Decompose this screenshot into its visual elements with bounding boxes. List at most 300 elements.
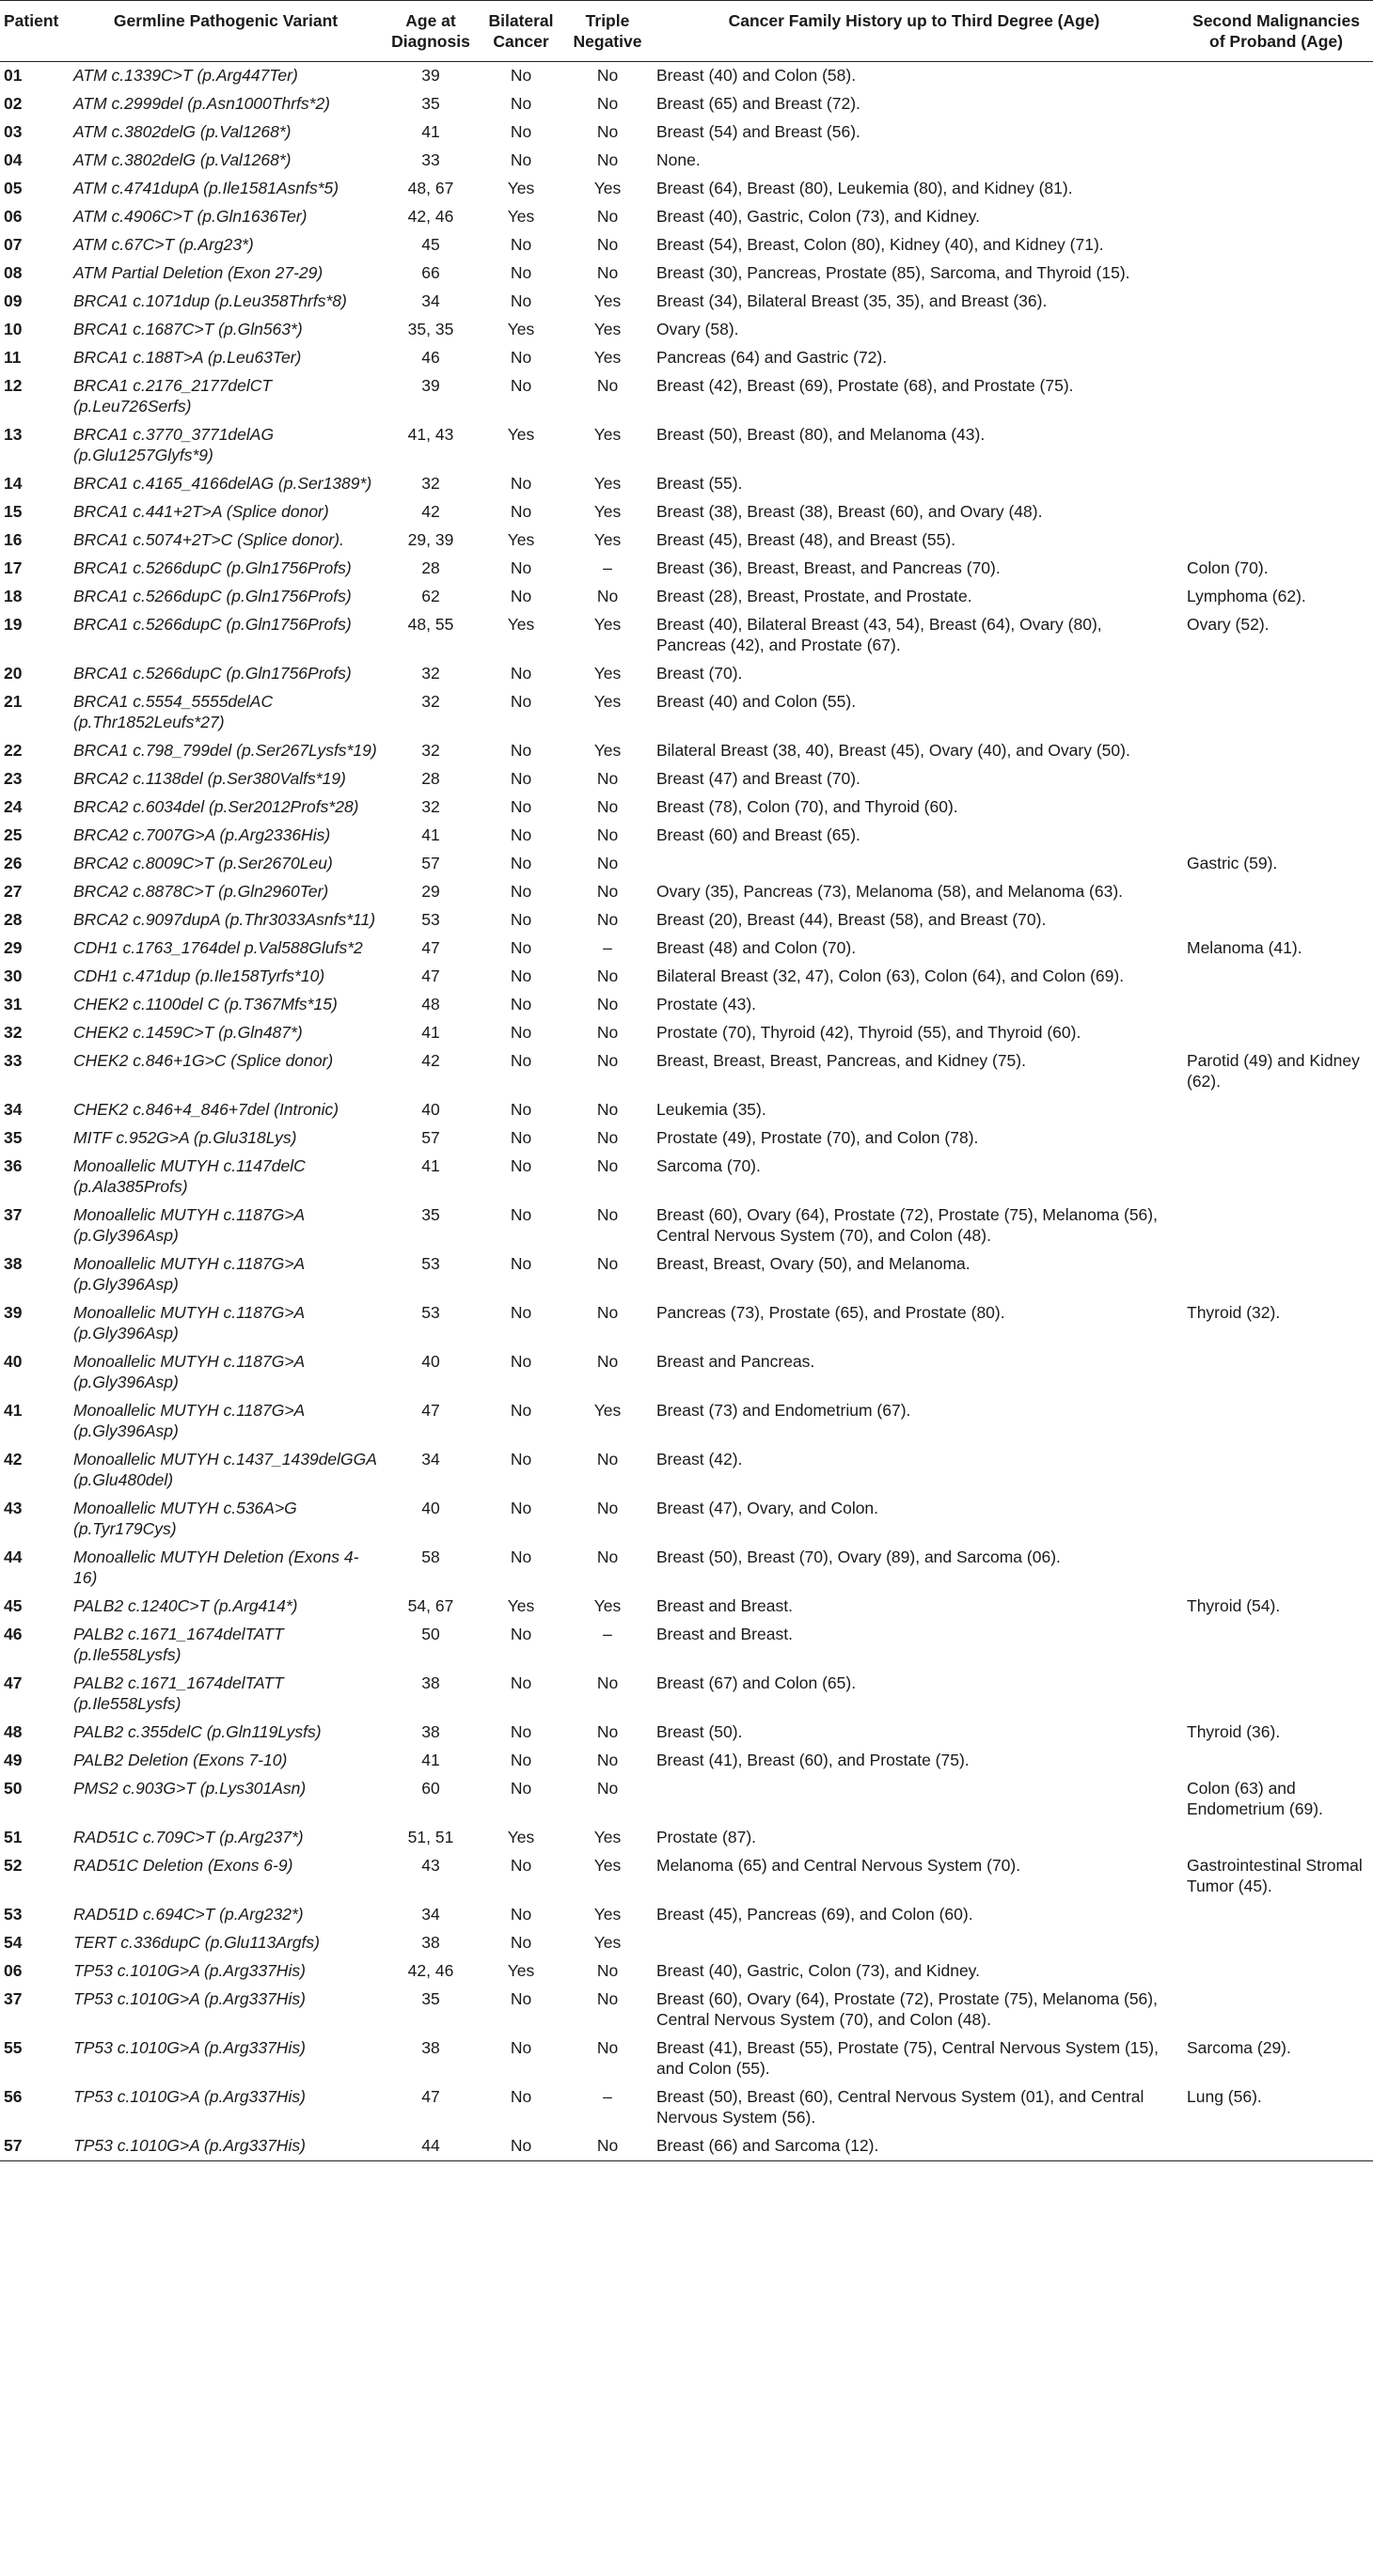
cell-age: 60 — [421, 1779, 440, 1798]
cell-second-malignancies — [1179, 1986, 1373, 2034]
cell-age: 34 — [421, 291, 440, 310]
cell-bilateral: No — [510, 741, 532, 760]
cell-bilateral: Yes — [507, 1828, 535, 1846]
cell-triple-negative: Yes — [593, 348, 622, 367]
cell-family-history: Breast (50). — [656, 1722, 743, 1741]
cell-variant: PALB2 Deletion (Exons 7-10) — [73, 1751, 288, 1769]
cell-triple-negative: Yes — [593, 1933, 622, 1952]
cell-second-malignancies: Colon (70). — [1187, 558, 1269, 577]
cell-family-history: Melanoma (65) and Central Nervous System (70). — [656, 1856, 1021, 1875]
table-row — [0, 765, 1373, 793]
cell-age: 38 — [421, 1722, 440, 1741]
cell-patient: 04 — [4, 150, 23, 169]
cell-triple-negative: No — [596, 1499, 619, 1517]
cell-variant: BRCA1 c.5266dupC (p.Gln1756Profs) — [73, 664, 352, 683]
cell-variant: BRCA1 c.5266dupC (p.Gln1756Profs) — [73, 558, 352, 577]
cell-patient: 44 — [4, 1547, 23, 1566]
cell-triple-negative: Yes — [593, 1401, 622, 1420]
cell-second-malignancies — [1179, 991, 1373, 1019]
cell-patient: 50 — [4, 1779, 23, 1798]
cell-age: 29 — [421, 882, 440, 901]
cell-variant: Monoallelic MUTYH c.1187G>A (p.Gly396Asp) — [73, 1205, 305, 1245]
table-row — [0, 822, 1373, 850]
cell-second-malignancies — [1179, 822, 1373, 850]
cell-family-history: Breast (38), Breast (38), Breast (60), and Ovary (48). — [656, 502, 1043, 521]
cell-variant: ATM c.67C>T (p.Arg23*) — [73, 235, 254, 254]
cell-second-malignancies — [1179, 765, 1373, 793]
table-row — [0, 90, 1373, 118]
cell-family-history: Breast and Breast. — [656, 1596, 793, 1615]
table-row — [0, 1670, 1373, 1719]
cell-bilateral: No — [510, 882, 532, 901]
cell-variant: BRCA1 c.798_799del (p.Ser267Lysfs*19) — [73, 741, 377, 760]
header-age: Age at Diagnosis — [386, 1, 476, 62]
cell-bilateral: No — [510, 502, 532, 521]
table-row — [0, 1096, 1373, 1124]
cell-second-malignancies — [1179, 963, 1373, 991]
cell-patient: 02 — [4, 94, 23, 113]
cell-family-history: Breast (50), Breast (80), and Melanoma (43). — [656, 425, 986, 444]
cell-bilateral: No — [510, 769, 532, 788]
cell-second-malignancies: Ovary (52). — [1187, 615, 1270, 634]
cell-triple-negative: No — [596, 66, 619, 85]
cell-family-history: Prostate (43). — [656, 995, 757, 1013]
cell-bilateral: No — [510, 348, 532, 367]
table-row — [0, 1719, 1373, 1747]
cell-patient: 12 — [4, 376, 23, 395]
cell-triple-negative: No — [596, 1673, 619, 1692]
cell-age: 35 — [421, 1205, 440, 1224]
header-family-history: Cancer Family History up to Third Degree (Age) — [649, 1, 1179, 62]
table-row — [0, 1495, 1373, 1544]
cell-triple-negative: Yes — [593, 425, 622, 444]
cell-second-malignancies — [1179, 1901, 1373, 1929]
cell-second-malignancies — [1179, 878, 1373, 906]
cell-triple-negative: Yes — [593, 741, 622, 760]
cell-second-malignancies — [1179, 498, 1373, 526]
cell-triple-negative: No — [596, 1989, 619, 2008]
cell-family-history: Breast (42). — [656, 1450, 743, 1469]
cell-triple-negative: No — [596, 1751, 619, 1769]
cell-variant: MITF c.952G>A (p.Glu318Lys) — [73, 1128, 297, 1147]
cell-bilateral: No — [510, 235, 532, 254]
cell-variant: ATM c.3802delG (p.Val1268*) — [73, 150, 292, 169]
cell-age: 34 — [421, 1450, 440, 1469]
cell-family-history: Breast (70). — [656, 664, 743, 683]
cell-second-malignancies — [1179, 1824, 1373, 1852]
cell-bilateral: No — [510, 263, 532, 282]
cell-patient: 16 — [4, 530, 23, 549]
cell-bilateral: No — [510, 1156, 532, 1175]
cell-family-history: Breast (40), Gastric, Colon (73), and Kidney. — [656, 207, 980, 226]
cell-triple-negative: No — [596, 207, 619, 226]
cell-triple-negative: No — [596, 2038, 619, 2057]
cell-family-history: None. — [656, 150, 701, 169]
cell-triple-negative: No — [596, 854, 619, 872]
cell-bilateral: No — [510, 825, 532, 844]
table-row — [0, 1852, 1373, 1901]
cell-variant: ATM c.1339C>T (p.Arg447Ter) — [73, 66, 298, 85]
cell-patient: 36 — [4, 1156, 23, 1175]
cell-family-history: Breast (34), Bilateral Breast (35, 35), and Breast (36). — [656, 291, 1048, 310]
cell-triple-negative: Yes — [593, 692, 622, 711]
cell-variant: BRCA1 c.5266dupC (p.Gln1756Profs) — [73, 587, 352, 605]
cell-second-malignancies — [1179, 372, 1373, 421]
cell-family-history: Breast (45), Breast (48), and Breast (55). — [656, 530, 956, 549]
cell-variant: PMS2 c.903G>T (p.Lys301Asn) — [73, 1779, 307, 1798]
cell-family-history: Breast (42), Breast (69), Prostate (68), and Prostate (75). — [656, 376, 1074, 395]
cell-second-malignancies — [1179, 2132, 1373, 2161]
cell-bilateral: No — [510, 1722, 532, 1741]
cell-age: 42, 46 — [407, 207, 454, 226]
cell-patient: 53 — [4, 1905, 23, 1924]
cell-bilateral: No — [476, 2132, 566, 2161]
cell-triple-negative: Yes — [593, 474, 622, 493]
cell-patient: 10 — [4, 320, 23, 338]
cell-variant: CHEK2 c.1100del C (p.T367Mfs*15) — [73, 995, 338, 1013]
cell-second-malignancies: Colon (63) and Endometrium (69). — [1187, 1779, 1323, 1818]
cell-second-malignancies — [1179, 688, 1373, 737]
cell-triple-negative: No — [596, 1051, 619, 1070]
cell-bilateral: No — [510, 1547, 532, 1566]
cell-variant: RAD51C c.709C>T (p.Arg237*) — [73, 1828, 304, 1846]
cell-second-malignancies — [1179, 1929, 1373, 1957]
table-row — [0, 555, 1373, 583]
cell-family-history: Breast (47), Ovary, and Colon. — [656, 1499, 879, 1517]
cell-triple-negative: Yes — [593, 1905, 622, 1924]
table-row — [0, 1202, 1373, 1250]
cell-patient: 01 — [4, 66, 23, 85]
cell-triple-negative: No — [596, 1352, 619, 1371]
table-row — [0, 259, 1373, 288]
cell-variant: TP53 c.1010G>A (p.Arg337His) — [66, 2132, 386, 2161]
cell-triple-negative: No — [596, 1547, 619, 1566]
cell-patient: 15 — [4, 502, 23, 521]
cell-family-history: Breast (54), Breast, Colon (80), Kidney (40), and Kidney (71). — [656, 235, 1104, 254]
cell-bilateral: Yes — [507, 425, 535, 444]
table-row — [0, 526, 1373, 555]
cell-age: 47 — [421, 1401, 440, 1420]
cell-family-history: Breast (50), Breast (70), Ovary (89), and Sarcoma (06). — [656, 1547, 1061, 1566]
cell-bilateral: No — [510, 1023, 532, 1042]
cell-family-history: Breast (45), Pancreas (69), and Colon (60). — [656, 1905, 973, 1924]
cell-family-history: Prostate (87). — [656, 1828, 757, 1846]
cell-family-history: Breast, Breast, Breast, Pancreas, and Kidney (75). — [656, 1051, 1026, 1070]
cell-family-history: Breast (20), Breast (44), Breast (58), and Breast (70). — [656, 910, 1047, 929]
cell-triple-negative: Yes — [593, 530, 622, 549]
cell-age: 41, 43 — [407, 425, 454, 444]
cell-second-malignancies — [1179, 1957, 1373, 1986]
cell-bilateral: No — [510, 291, 532, 310]
table-row — [0, 850, 1373, 878]
cell-age: 32 — [421, 692, 440, 711]
table-row — [0, 175, 1373, 203]
cell-age: 46 — [421, 348, 440, 367]
cell-age: 47 — [421, 938, 440, 957]
table-row — [0, 1593, 1373, 1621]
cell-variant: Monoallelic MUTYH c.1187G>A (p.Gly396Asp) — [73, 1352, 305, 1391]
cell-family-history: Breast (73) and Endometrium (67). — [656, 1401, 911, 1420]
cell-age: 45 — [421, 235, 440, 254]
table-row — [0, 421, 1373, 470]
cell-second-malignancies — [1179, 1670, 1373, 1719]
table-row — [0, 1397, 1373, 1446]
cell-family-history — [649, 1775, 1179, 1824]
cell-second-malignancies — [1179, 118, 1373, 147]
table-row — [0, 1019, 1373, 1047]
table-row — [0, 1824, 1373, 1852]
cell-second-malignancies — [1179, 259, 1373, 288]
cell-patient: 33 — [4, 1051, 23, 1070]
cell-family-history: Breast (60) and Breast (65). — [656, 825, 860, 844]
cell-variant: BRCA2 c.9097dupA (p.Thr3033Asnfs*11) — [73, 910, 376, 929]
cell-patient: 41 — [4, 1401, 23, 1420]
cell-family-history: Breast (47) and Breast (70). — [656, 769, 860, 788]
cell-second-malignancies: Thyroid (32). — [1187, 1303, 1281, 1322]
cell-patient: 09 — [4, 291, 23, 310]
cell-age: 44 — [386, 2132, 476, 2161]
cell-second-malignancies — [1179, 62, 1373, 91]
cell-variant: BRCA2 c.7007G>A (p.Arg2336His) — [73, 825, 331, 844]
table-row — [0, 583, 1373, 611]
table-row — [0, 660, 1373, 688]
cell-family-history: Breast (65) and Breast (72). — [656, 94, 860, 113]
cell-patient: 29 — [4, 938, 23, 957]
cell-age: 29, 39 — [407, 530, 454, 549]
cell-triple-negative: No — [596, 1100, 619, 1119]
cell-family-history: Breast (78), Colon (70), and Thyroid (60). — [656, 797, 958, 816]
cell-triple-negative: No — [596, 376, 619, 395]
cell-variant: BRCA1 c.5554_5555delAC (p.Thr1852Leufs*27) — [73, 692, 274, 731]
table-row — [0, 1250, 1373, 1299]
header-second-malignancies: Second Malignancies of Proband (Age) — [1179, 1, 1373, 62]
cell-bilateral: Yes — [507, 320, 535, 338]
cell-variant: BRCA1 c.188T>A (p.Leu63Ter) — [73, 348, 302, 367]
cell-patient: 17 — [4, 558, 23, 577]
cell-second-malignancies: Parotid (49) and Kidney (62). — [1187, 1051, 1360, 1091]
cell-second-malignancies — [1179, 1621, 1373, 1670]
cell-variant: Monoallelic MUTYH c.536A>G (p.Tyr179Cys) — [73, 1499, 297, 1538]
header-variant: Germline Pathogenic Variant — [66, 1, 386, 62]
cell-triple-negative: No — [596, 966, 619, 985]
cell-family-history: Prostate (49), Prostate (70), and Colon (78). — [656, 1128, 979, 1147]
cell-age: 40 — [421, 1100, 440, 1119]
cell-age: 32 — [421, 741, 440, 760]
cell-family-history: Breast (54) and Breast (56). — [656, 122, 860, 141]
cell-age: 32 — [421, 797, 440, 816]
cell-variant: ATM c.3802delG (p.Val1268*) — [73, 122, 292, 141]
cell-second-malignancies — [1179, 1495, 1373, 1544]
cell-age: 43 — [421, 1856, 440, 1875]
cell-age: 35, 35 — [407, 320, 454, 338]
cell-bilateral: No — [510, 1905, 532, 1924]
cell-patient: 42 — [4, 1450, 23, 1469]
table-row — [0, 231, 1373, 259]
cell-second-malignancies: Gastrointestinal Stromal Tumor (45). — [1187, 1856, 1363, 1895]
cell-age: 41 — [421, 1023, 440, 1042]
cell-triple-negative: No — [596, 1722, 619, 1741]
cell-second-malignancies — [1179, 1397, 1373, 1446]
cell-age: 47 — [421, 2087, 440, 2106]
cell-patient: 06 — [4, 207, 23, 226]
table-row — [0, 737, 1373, 765]
cell-age: 35 — [421, 1989, 440, 2008]
cell-variant: TERT c.336dupC (p.Glu113Argfs) — [73, 1933, 320, 1952]
cell-patient: 28 — [4, 910, 23, 929]
cell-second-malignancies — [1179, 421, 1373, 470]
cell-bilateral: No — [510, 664, 532, 683]
cell-triple-negative: No — [596, 587, 619, 605]
cell-triple-negative: Yes — [593, 179, 622, 197]
table-row — [0, 62, 1373, 91]
cell-family-history: Leukemia (35). — [656, 1100, 766, 1119]
cell-age: 57 — [421, 1128, 440, 1147]
cell-bilateral: No — [510, 1450, 532, 1469]
cell-variant: TP53 c.1010G>A (p.Arg337His) — [73, 2038, 306, 2057]
cell-variant: BRCA2 c.8878C>T (p.Gln2960Ter) — [73, 882, 329, 901]
cell-age: 39 — [421, 376, 440, 395]
cell-variant: PALB2 c.1671_1674delTATT (p.Ile558Lysfs) — [73, 1625, 284, 1664]
cell-patient: 19 — [4, 615, 23, 634]
cell-family-history: Breast (40) and Colon (58). — [656, 66, 857, 85]
cell-second-malignancies — [1179, 231, 1373, 259]
cell-variant: ATM c.4906C>T (p.Gln1636Ter) — [73, 207, 308, 226]
cell-age: 32 — [421, 474, 440, 493]
table-row — [0, 1929, 1373, 1957]
table-row — [0, 288, 1373, 316]
cell-patient: 52 — [4, 1856, 23, 1875]
table-row — [0, 2034, 1373, 2083]
cell-bilateral: No — [510, 150, 532, 169]
cell-patient: 08 — [4, 263, 23, 282]
table-row — [0, 498, 1373, 526]
cell-variant: BRCA1 c.4165_4166delAG (p.Ser1389*) — [73, 474, 372, 493]
cell-triple-negative: Yes — [593, 502, 622, 521]
cell-patient: 37 — [4, 1205, 23, 1224]
header-triple-negative: Triple Negative — [566, 1, 649, 62]
cell-patient: 03 — [4, 122, 23, 141]
cell-triple-negative: No — [596, 1779, 619, 1798]
cell-patient: 49 — [4, 1751, 23, 1769]
cell-family-history: Breast (41), Breast (55), Prostate (75), Central Nervous System (15), and Colon (55). — [656, 2038, 1159, 2078]
cell-family-history: Pancreas (73), Prostate (65), and Prostate (80). — [656, 1303, 1005, 1322]
cell-variant: CHEK2 c.1459C>T (p.Gln487*) — [73, 1023, 303, 1042]
table-row — [0, 1986, 1373, 2034]
table-row — [0, 147, 1373, 175]
cell-age: 48, 67 — [407, 179, 454, 197]
cell-family-history: Bilateral Breast (38, 40), Breast (45), Ovary (40), and Ovary (50). — [656, 741, 1130, 760]
cell-variant: BRCA1 c.441+2T>A (Splice donor) — [73, 502, 329, 521]
cell-second-malignancies — [1179, 906, 1373, 935]
cell-age: 41 — [421, 122, 440, 141]
table-row — [0, 688, 1373, 737]
cell-second-malignancies — [1179, 660, 1373, 688]
cell-bilateral: No — [510, 1051, 532, 1070]
cell-bilateral: Yes — [507, 1961, 535, 1980]
table-row — [0, 1621, 1373, 1670]
cell-second-malignancies: Gastric (59). — [1187, 854, 1278, 872]
cell-age: 48, 55 — [407, 615, 454, 634]
cell-variant: Monoallelic MUTYH Deletion (Exons 4-16) — [73, 1547, 359, 1587]
cell-bilateral: No — [510, 938, 532, 957]
cell-second-malignancies — [1179, 147, 1373, 175]
cell-patient: 56 — [4, 2087, 23, 2106]
cell-second-malignancies: Sarcoma (29). — [1187, 2038, 1291, 2057]
cell-age: 38 — [421, 1673, 440, 1692]
cell-second-malignancies — [1179, 203, 1373, 231]
cell-bilateral: No — [510, 1352, 532, 1371]
cell-variant: TP53 c.1010G>A (p.Arg337His) — [73, 2087, 306, 2106]
cell-age: 41 — [421, 1156, 440, 1175]
cell-age: 51, 51 — [407, 1828, 454, 1846]
cell-age: 38 — [421, 1933, 440, 1952]
cell-second-malignancies — [1179, 175, 1373, 203]
cell-age: 41 — [421, 1751, 440, 1769]
cell-variant: ATM c.2999del (p.Asn1000Thrfs*2) — [73, 94, 331, 113]
cell-variant: PALB2 c.1240C>T (p.Arg414*) — [73, 1596, 298, 1615]
cell-second-malignancies — [1179, 1019, 1373, 1047]
cell-patient: 57 — [0, 2132, 66, 2161]
cell-variant: TP53 c.1010G>A (p.Arg337His) — [73, 1961, 306, 1980]
cell-second-malignancies — [1179, 1250, 1373, 1299]
table-row — [0, 203, 1373, 231]
cell-bilateral: No — [510, 1100, 532, 1119]
cell-age: 32 — [421, 664, 440, 683]
cell-patient: 47 — [4, 1673, 23, 1692]
cell-bilateral: No — [510, 376, 532, 395]
cell-bilateral: No — [510, 1751, 532, 1769]
table-row — [0, 611, 1373, 660]
cell-age: 33 — [421, 150, 440, 169]
table-header — [0, 1, 1373, 62]
cell-patient: 30 — [4, 966, 23, 985]
cell-family-history: Breast (36), Breast, Breast, and Pancreas (70). — [656, 558, 1001, 577]
cell-triple-negative: No — [596, 263, 619, 282]
cell-second-malignancies — [1179, 526, 1373, 555]
cell-variant: BRCA1 c.1071dup (p.Leu358Thrfs*8) — [73, 291, 347, 310]
cell-second-malignancies — [1179, 793, 1373, 822]
cell-patient: 38 — [4, 1254, 23, 1273]
cell-age: 54, 67 — [407, 1596, 454, 1615]
table-row — [0, 470, 1373, 498]
cell-bilateral: No — [510, 1856, 532, 1875]
cell-age: 42 — [421, 502, 440, 521]
cell-bilateral: No — [510, 1933, 532, 1952]
cell-triple-negative: Yes — [593, 615, 622, 634]
cell-bilateral: No — [510, 1673, 532, 1692]
cell-family-history: Breast (64), Breast (80), Leukemia (80), and Kidney (81). — [656, 179, 1073, 197]
cell-bilateral: No — [510, 1401, 532, 1420]
cell-variant: CDH1 c.1763_1764del p.Val588Glufs*2 — [73, 938, 363, 957]
cell-age: 42, 46 — [407, 1961, 454, 1980]
cell-triple-negative: – — [603, 558, 612, 577]
table-row — [0, 1544, 1373, 1593]
cell-bilateral: No — [510, 587, 532, 605]
cell-variant: BRCA1 c.3770_3771delAG (p.Glu1257Glyfs*9) — [73, 425, 275, 464]
cell-triple-negative: No — [596, 1961, 619, 1980]
cell-patient: 11 — [4, 348, 22, 367]
cell-second-malignancies — [1179, 1747, 1373, 1775]
cell-triple-negative: No — [596, 122, 619, 141]
table-row — [0, 1747, 1373, 1775]
cell-triple-negative: No — [596, 797, 619, 816]
cell-family-history: Breast (55). — [656, 474, 743, 493]
table-row — [0, 1957, 1373, 1986]
cell-bilateral: No — [510, 122, 532, 141]
cell-family-history — [649, 1929, 1179, 1957]
cell-variant: ATM c.4741dupA (p.Ile1581Asnfs*5) — [73, 179, 339, 197]
cell-triple-negative: No — [596, 1254, 619, 1273]
